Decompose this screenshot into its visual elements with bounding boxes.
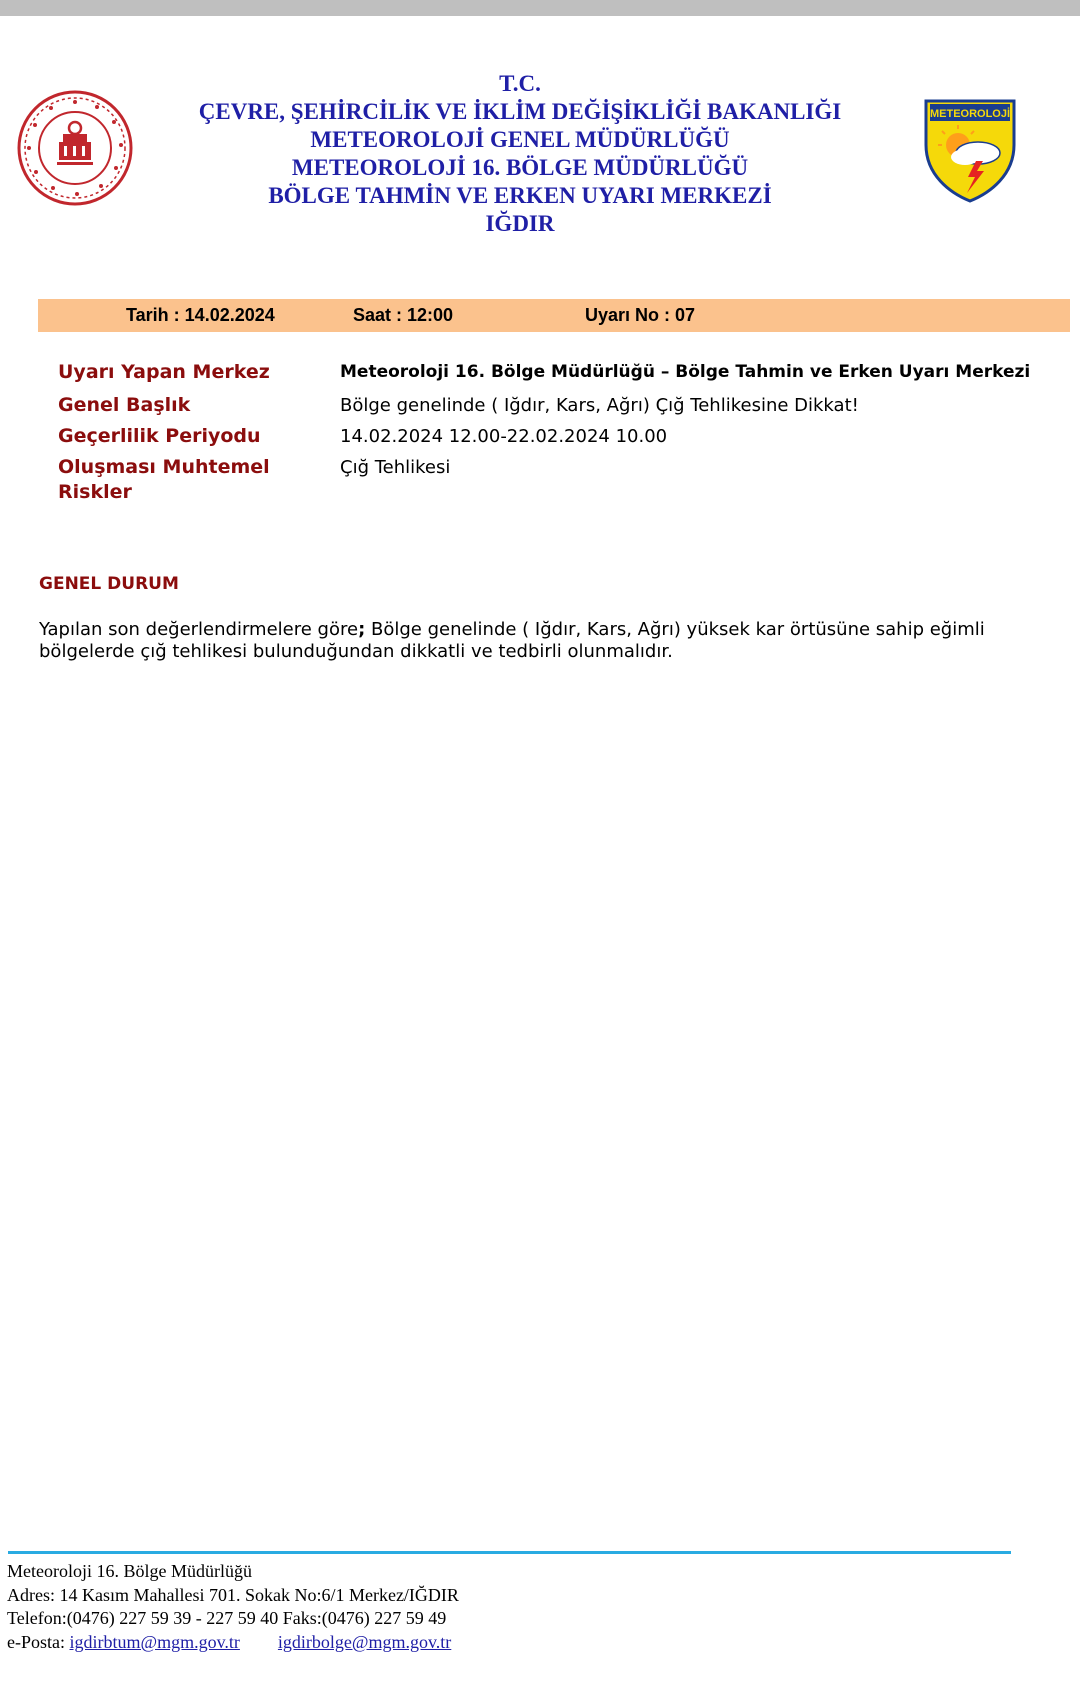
date-field: Tarih : 14.02.2024 <box>126 305 275 325</box>
label-risks-line1: Oluşması Muhtemel <box>58 456 270 478</box>
header-line-warning-center: BÖLGE TAHMİN VE ERKEN UYARI MERKEZİ <box>268 183 772 208</box>
time-field: Saat : 12:00 <box>353 305 454 325</box>
shield-text: METEOROLOJİ <box>929 108 1011 120</box>
value-center: Meteoroloji 16. Bölge Müdürlüğü – Bölge Tahmin ve Erken Uyarı Merkezi <box>340 362 1031 382</box>
footer-email-label: e-Posta: <box>7 1631 70 1652</box>
header-line-general-directorate: METEOROLOJİ GENEL MÜDÜRLÜĞÜ <box>310 127 730 152</box>
footer-office: Meteoroloji 16. Bölge Müdürlüğü <box>7 1561 252 1581</box>
email-link-igdirbtum[interactable]: igdirbtum@mgm.gov.tr <box>69 1631 240 1652</box>
label-title: Genel Başlık <box>58 394 191 416</box>
value-title: Bölge genelinde ( Iğdır, Kars, Ağrı) Çığ Tehlikesine Dikkat! <box>340 395 859 416</box>
label-risks <box>58 455 328 505</box>
document-header <box>0 70 1040 238</box>
header-line-ministry: ÇEVRE, ŞEHİRCİLİK VE İKLİM DEĞİŞİKLİĞİ BAKANLIĞI <box>198 99 842 124</box>
genel-durum-text-end: Bölge genelinde ( Iğdır, Kars, Ağrı) yüksek kar örtüsüne sahip eğimli bölgelerde çığ tehlikesi bulunduğundan dikkatli ve tedbirli olunmalıdır. <box>39 619 985 662</box>
footer-email-row <box>7 1631 1067 1655</box>
header-line-regional-directorate: METEOROLOJİ 16. BÖLGE MÜDÜRLÜĞÜ <box>291 155 749 180</box>
header-line-city: IĞDIR <box>485 211 555 236</box>
label-period: Geçerlilik Periyodu <box>58 425 261 447</box>
value-risks: Çığ Tehlikesi <box>340 457 451 478</box>
value-period: 14.02.2024 12.00-22.02.2024 10.00 <box>340 426 668 447</box>
genel-durum-text-start: Yapılan son değerlendirmelere göre <box>39 619 359 640</box>
label-center: Uyarı Yapan Merkez <box>58 361 270 383</box>
header-line-tc: T.C. <box>499 71 541 96</box>
warning-number-field: Uyarı No : 07 <box>585 305 696 325</box>
genel-durum-semicolon: ; <box>358 619 366 640</box>
info-band <box>38 299 1070 332</box>
footer-divider <box>8 1551 1011 1554</box>
footer <box>7 1560 1067 1654</box>
email-link-igdirbolge[interactable]: igdirbolge@mgm.gov.tr <box>277 1631 452 1652</box>
section-title-genel-durum: GENEL DURUM <box>39 574 179 594</box>
footer-phone: Telefon:(0476) 227 59 39 - 227 59 40 Faks:(0476) 227 59 49 <box>7 1608 447 1628</box>
label-risks-line2: Riskler <box>58 481 132 503</box>
footer-address: Adres: 14 Kasım Mahallesi 701. Sokak No:6/1 Merkez/IĞDIR <box>7 1584 459 1605</box>
top-bar <box>0 0 1080 16</box>
genel-durum-text <box>39 619 1039 663</box>
